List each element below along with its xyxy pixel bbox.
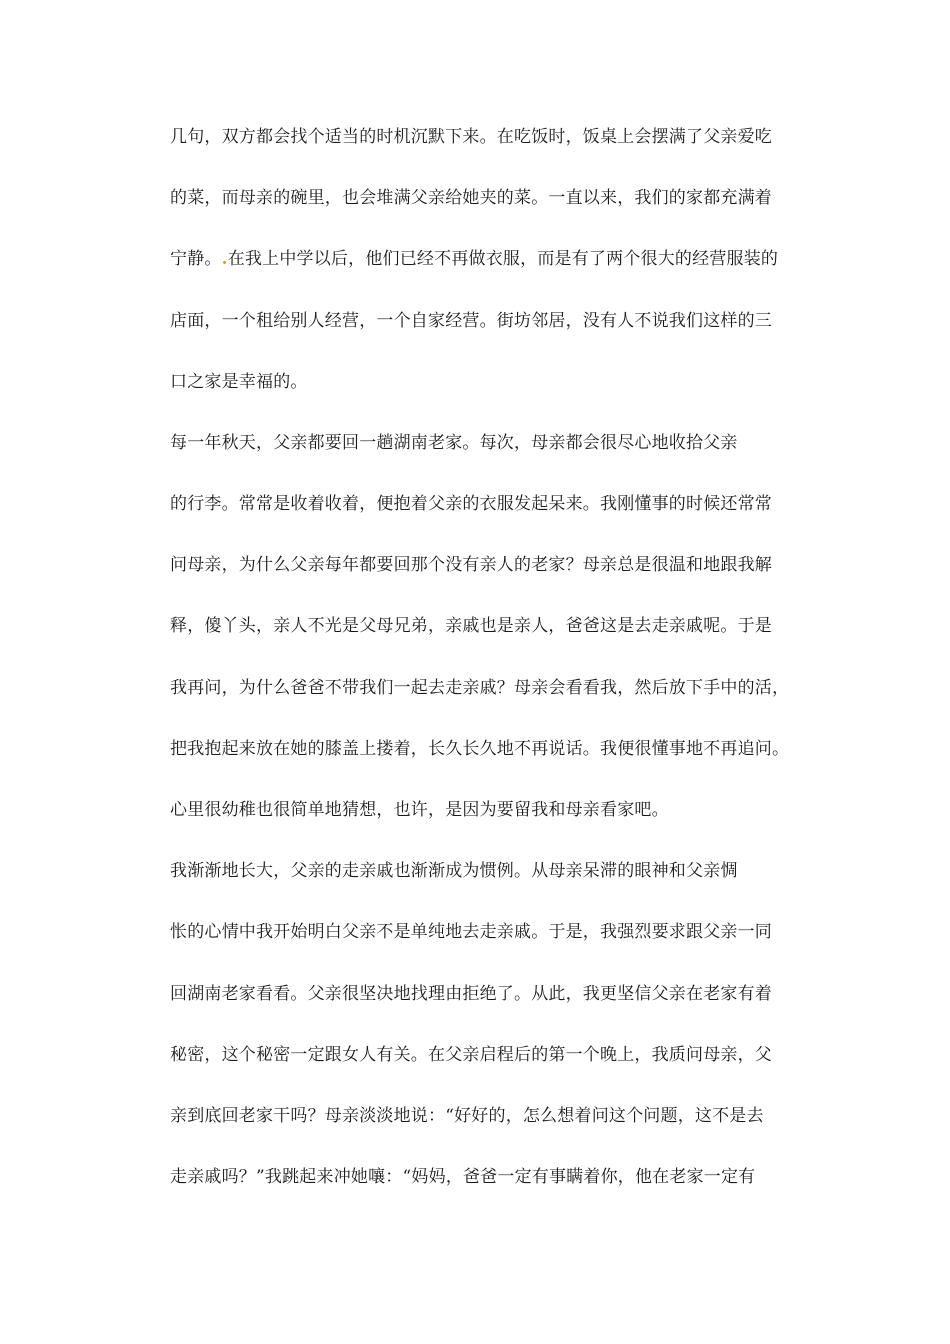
text-line: 几句，双方都会找个适当的时机沉默下来。在吃饭时，饭桌上会摆满了父亲爱吃 [170,127,772,147]
text-line: 的菜，而母亲的碗里，也会堆满父亲给她夹的菜。一直以来，我们的家都充满着 [170,188,772,208]
text-line [170,248,778,270]
text-line: 我再问，为什么爸爸不带我们一起去走亲戚？母亲会看看我，然后放下手中的活， [170,678,790,698]
text-line: 每一年秋天，父亲都要回一趟湖南老家。每次，母亲都会很尽心地收拾父亲 [170,433,738,453]
text-line: 秘密，这个秘密一定跟女人有关。在父亲启程后的第一个晚上，我质问母亲，父 [170,1045,772,1065]
text-line: 心里很幼稚也很简单地猜想，也许，是因为要留我和母亲看家吧。 [170,800,669,820]
text-line: 我渐渐地长大，父亲的走亲戚也渐渐成为惯例。从母亲呆滞的眼神和父亲惆 [170,861,738,881]
text-line: 问母亲，为什么父亲每年都要回那个没有亲人的老家？母亲总是很温和地跟我解 [170,555,772,575]
text-line: 的行李。常常是收着收着，便抱着父亲的衣服发起呆来。我刚懂事的时候还常常 [170,494,772,514]
text-line: 走亲戚吗？”我跳起来冲她嚷：“妈妈，爸爸一定有事瞒着你，他在老家一定有 [170,1167,756,1187]
text-line: 亲到底回老家干吗？母亲淡淡地说：“好好的，怎么想着问这个问题，这不是去 [170,1106,764,1126]
text-line: 口之家是幸福的。 [170,372,308,392]
text-line: 把我抱起来放在她的膝盖上搂着，长久长久地不再说话。我便很懂事地不再追问。 [170,739,790,759]
text-segment: 宁静。 [170,249,222,269]
text-line: 回湖南老家看看。父亲很坚决地找理由拒绝了。从此，我更坚信父亲在老家有着 [170,984,772,1004]
text-line: 店面，一个租给别人经营，一个自家经营。街坊邻居，没有人不说我们这样的三 [170,311,772,331]
text-line: 释，傻丫头，亲人不光是父母兄弟，亲戚也是亲人，爸爸这是去走亲戚呢。于是 [170,616,772,636]
text-segment: 在我上中学以后，他们已经不再做衣服，而是有了两个很大的经营服装的 [227,249,779,269]
stray-mark: . [221,249,228,269]
text-line: 怅的心情中我开始明白父亲不是单纯地去走亲戚。于是，我强烈要求跟父亲一同 [170,922,772,942]
